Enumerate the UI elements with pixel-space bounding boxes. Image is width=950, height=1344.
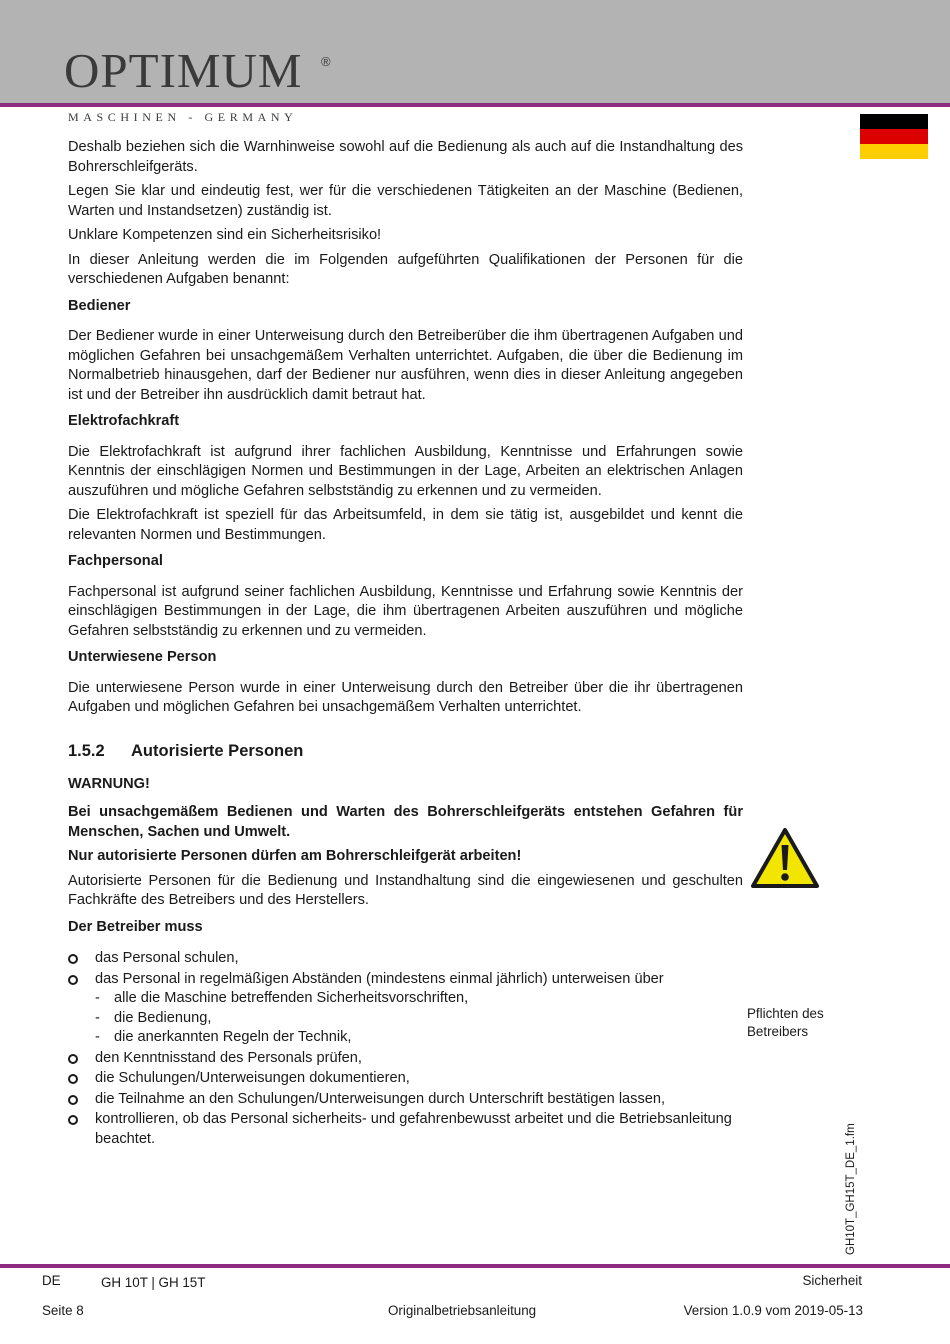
list-item (68, 1049, 743, 1069)
sub-item-text: die anerkannten Regeln der Technik, (114, 1029, 352, 1045)
sub-list-item (95, 989, 743, 1009)
paragraph: Legen Sie klar und eindeutig fest, wer für die verschiedenen Tätigkeiten an der Maschine (Bedienen, Warten und Instandsetzen) zuständig ist. (68, 183, 743, 219)
margin-note: Pflichten des Betreibers (747, 1006, 824, 1039)
sub-list (95, 989, 743, 1048)
list-item-text: kontrollieren, ob das Personal sicherheits- und gefahrenbewusst arbeitet und die Betriebsanleitung beachtet. (95, 1111, 732, 1147)
list-item-text: das Personal schulen, (95, 950, 239, 966)
sub-item-text: die Bedienung, (114, 1009, 212, 1026)
heading-betreiber: Der Betreiber muss (68, 918, 203, 935)
flag-stripe-gold (860, 144, 928, 159)
registered-mark: ® (321, 54, 331, 69)
bullet-icon (68, 1095, 78, 1105)
bullet-icon (68, 1115, 78, 1125)
list-item (68, 949, 743, 969)
section-number: 1.5.2 (68, 741, 105, 760)
list-item (68, 1090, 743, 1110)
section-title (68, 740, 743, 762)
flag-stripe-black (860, 114, 928, 129)
bullet-icon (68, 1054, 78, 1064)
section-title-text: Autorisierte Personen (131, 741, 304, 760)
flag-stripe-red (860, 129, 928, 144)
german-flag-icon (860, 114, 928, 159)
sub-list-item (95, 1009, 743, 1029)
warning-text: Bei unsachgemäßem Bedienen und Warten des Bohrerschleifgeräts entstehen Gefahren für Menschen, Sachen und Umwelt. (68, 804, 743, 840)
paragraph: Die unterwiesene Person wurde in einer Unterweisung durch den Betreiber über die ihr übertragenen Aufgaben und möglichen Gefahren bei unsachgemäßem Verhalten unterrichtet. (68, 679, 743, 715)
list-item-text: das Personal in regelmäßigen Abständen (mindestens einmal jährlich) unterweisen über (95, 970, 664, 987)
sub-list-item (95, 1028, 743, 1048)
file-label: GH10T_GH15T_DE_1.fm (845, 1123, 857, 1255)
list-item (68, 970, 743, 1048)
bullet-icon (68, 975, 78, 985)
bullet-icon (68, 954, 78, 964)
paragraph: In dieser Anleitung werden die im Folgenden aufgeführten Qualifikationen der Personen für die verschiedenen Aufgaben benannt: (68, 251, 743, 287)
footer-version: Version 1.0.9 vom 2019-05-13 (683, 1303, 863, 1318)
paragraph: Die Elektrofachkraft ist speziell für das Arbeitsumfeld, in dem sie tätig ist, ausgebildet und kennt die relevanten Normen und Bestimmungen. (68, 507, 743, 543)
heading-elektrofachkraft: Elektrofachkraft (68, 413, 180, 429)
list-item (68, 1110, 743, 1149)
footer-models: GH 10T | GH 15T (101, 1275, 206, 1290)
footer-language: DE (42, 1273, 61, 1288)
header-divider (0, 103, 950, 107)
paragraph: Fachpersonal ist aufgrund seiner fachlichen Ausbildung, Kenntnisse und Erfahrung sowie Kenntnis der einschlägigen Bestimmungen in der Lage, die ihm übertragenen Arbeiten auszuführen und mögliche Gefahren selbstständig zu erkennen und zu vermeiden. (68, 583, 743, 639)
warning-triangle-icon (750, 827, 820, 889)
main-content (68, 138, 743, 1150)
heading-fachpersonal: Fachpersonal (68, 553, 163, 569)
brand-logo: OPTIMUM (64, 43, 303, 98)
warning-text: Nur autorisierte Personen dürfen am Bohrerschleifgerät arbeiten! (68, 848, 522, 864)
list-item-text: den Kenntnisstand des Personals prüfen, (95, 1049, 362, 1066)
paragraph: Unklare Kompetenzen sind ein Sicherheitsrisiko! (68, 227, 382, 243)
warning-label: WARNUNG! (68, 775, 150, 792)
heading-bediener: Bediener (68, 297, 131, 314)
dash-marker: - (95, 990, 100, 1006)
paragraph: Der Bediener wurde in einer Unterweisung durch den Betreiberüber die ihm übertragenen Aufgaben und möglichen Gefahren bei unsachgemäßem Verhalten unterrichtet. Aufgaben, die über die Bedienung im Normalbetrieb hinausgehen, darf der Bediener nur ausführen, wenn dies in dieser Anleitung angegeben ist und der Betreiber ihn ausdrücklich damit betraut hat. (68, 328, 743, 403)
dash-marker: - (95, 1029, 100, 1045)
paragraph: Deshalb beziehen sich die Warnhinweise sowohl auf die Bedienung als auch auf die Instandhaltung des Bohrerschleifgeräts. (68, 139, 743, 175)
list-item-text: die Teilnahme an den Schulungen/Unterweisungen durch Unterschrift bestätigen lassen, (95, 1090, 666, 1107)
dash-marker: - (95, 1009, 100, 1026)
list-item-text: die Schulungen/Unterweisungen dokumentieren, (95, 1070, 410, 1086)
paragraph: Die Elektrofachkraft ist aufgrund ihrer fachlichen Ausbildung, Kenntnisse und Erfahrungen sowie Kenntnis der einschlägigen Normen und Bestimmungen in der Lage, Arbeiten an elektrischen Anlagen auszuführen und mögliche Gefahren selbstständig zu erkennen und zu vermeiden. (68, 443, 743, 499)
footer-page-number: Seite 8 (42, 1303, 84, 1318)
sub-item-text: alle die Maschine betreffenden Sicherheitsvorschriften, (114, 990, 469, 1006)
duties-list (68, 949, 743, 1149)
heading-unterwiesene-person: Unterwiesene Person (68, 649, 217, 665)
footer-section: Sicherheit (802, 1273, 862, 1288)
bullet-icon (68, 1074, 78, 1084)
footer-divider (0, 1264, 950, 1268)
brand-tagline: MASCHINEN - GERMANY (68, 110, 298, 124)
footer-doc-type: Originalbetriebsanleitung (388, 1303, 537, 1318)
list-item (68, 1069, 743, 1089)
paragraph: Autorisierte Personen für die Bedienung und Instandhaltung sind die eingewiesenen und geschulten Fachkräfte des Betreibers und des Herstellers. (68, 872, 743, 908)
